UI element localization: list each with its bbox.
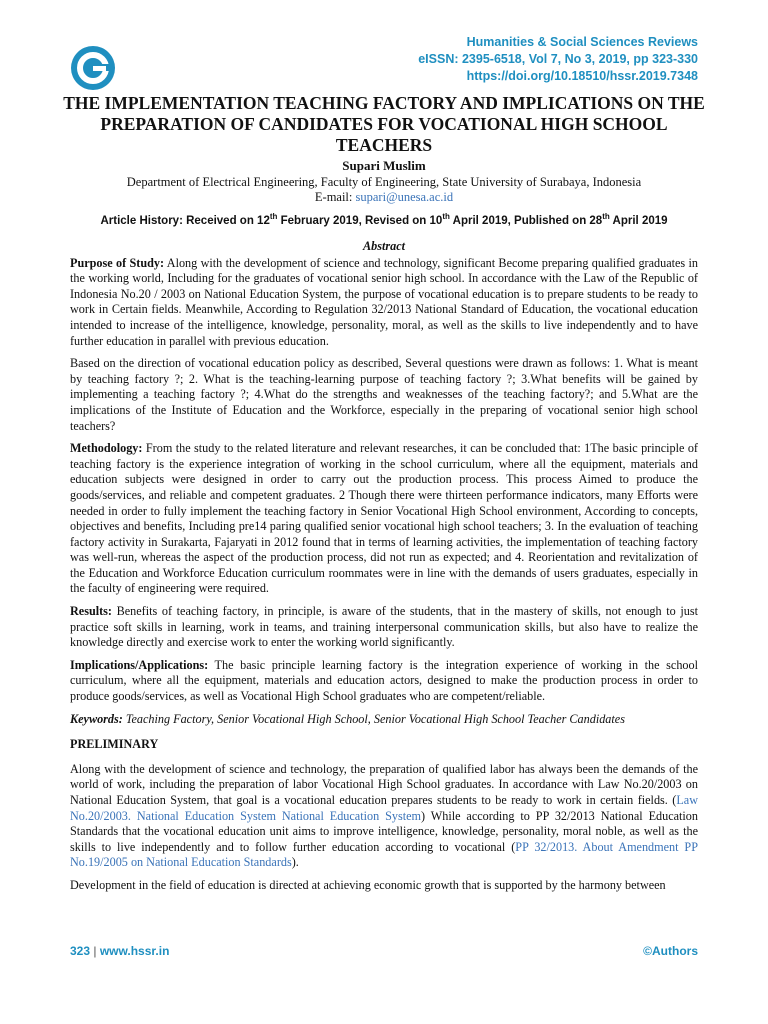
email-link[interactable]: supari@unesa.ac.id — [355, 190, 454, 204]
purpose-text: Along with the development of science and technology, significant Become preparing qualified graduates in the working world, Including for the graduates of vocational senior high school. In accordance with the Law of the Republic of Indonesia No.20 / 2003 on National Education System, the purpose of vocational education is to prepare students to be ready to work in Certain fields. Meanwhile, According to Regulation 32/2013 National Standard of Education, the vocational education intended to increase of the intelligence, knowledge, personality, moral, as well as the skills to live independently and to have further education in parallel with previous education. — [70, 255, 698, 348]
history-published: April 2019, Published on 28 — [449, 214, 603, 227]
section-heading-preliminary: PRELIMINARY — [70, 737, 159, 752]
email-label: E-mail: — [314, 190, 356, 204]
history-published-sup: th — [602, 212, 610, 221]
journal-issue: eISSN: 2395-6518, Vol 7, No 3, 2019, pp 323-330 — [418, 52, 698, 66]
keywords-text: Teaching Factory, Senior Vocational High School, Senior Vocational High School Teacher Candidates — [122, 711, 625, 726]
keywords-label: Keywords: — [70, 711, 123, 726]
footer-copyright: ©Authors — [643, 944, 698, 958]
site-link[interactable]: www.hssr.in — [99, 944, 170, 958]
article-history — [0, 209, 768, 229]
paper-body — [70, 239, 698, 901]
implications-text: The basic principle learning factory is the integration experience of working in the school curriculum, where all the equipment, materials and education actors, designed to make the production process in order to produce goods/services, as well as Vocational High School graduates who are competent/reliable. — [70, 657, 698, 704]
author-name: Supari Muslim — [342, 158, 426, 173]
abstract-implications — [70, 658, 698, 705]
paper-title: THE IMPLEMENTATION TEACHING FACTORY AND IMPLICATIONS ON THE PREPARATION OF CANDIDATES FOR VOCATIONAL HIGH SCHOOL TEACHERS — [63, 93, 705, 155]
footer-separator: | — [90, 944, 100, 958]
history-received-sup: th — [269, 212, 278, 221]
purpose-label: Purpose of Study: — [70, 255, 165, 270]
history-received: Article History: Received on 12 — [100, 214, 270, 227]
abstract-purpose — [70, 256, 698, 350]
results-label: Results: — [70, 604, 112, 619]
journal-logo-icon — [70, 45, 116, 91]
methodology-label: Methodology: — [70, 441, 143, 456]
abstract-methodology — [70, 441, 698, 597]
citation-law-link[interactable]: Law No.20/2003. National Education System National Education System — [70, 793, 698, 823]
author-affiliation: Department of Electrical Engineering, Faculty of Engineering, State University of Surabaya, Indonesia — [126, 175, 642, 189]
preliminary-text-b: ) While according to PP 32/2013 National Education Standards that the vocational education unit aims to improve intelligence, knowledge, personality, moral noble, as well as the skills to live independently and to follow further education according to vocational ( — [70, 808, 698, 854]
author-email — [0, 190, 768, 205]
history-revised-sup: th — [442, 212, 450, 221]
citation-pp-link[interactable]: PP 32/2013. About Amendment PP No.19/2005 on National Education Standards — [70, 839, 698, 870]
methodology-text: From the study to the related literature and relevant researches, it can be concluded that: 1The basic principle of teaching factory is the experience integration of working in the school curriculum, where all the equipment, materials and education subjects were designed in order to carry out the production process. This process Aimed to produce the goods/services, and reliable and competent graduates. 2 Though there were thirteen performance indicators, many Efforts were needed in order to fully implement the teaching factory in Senior Vocational High School environment, According to concepts, objectives and benefits, Including pre14 paring qualified senior vocational high school teachers; 3. In the evaluation of teaching factory activity in Surakarta, Fajaryati in 2012 found that in terms of learning activities, the implementation of teaching factory was well-run, whereas the aspect of the production process, did not run as expected; and 4. Reorientation and revitalization of the Education and Workforce Education curriculum roommates were in line with the demands of users graduates, especially in the faculty of engineering were required. — [70, 441, 698, 596]
preliminary-text-c: ). — [291, 855, 299, 870]
abstract-results — [70, 604, 698, 651]
abstract-questions: Based on the direction of vocational education policy as described, Several questions were drawn as follows: 1. What is meant by teaching factory ?; 2. What is the teaching-learning purpose of teaching factory ?; 3.What benefits will be gained by implementing a teaching factory ?; 4.What do the strengths and weaknesses of the teaching factory?; and 5.What are the implications of the Institute of Education and the Workforce, especially in the preparing of vocational senior high school teachers? — [70, 356, 698, 433]
journal-name: Humanities & Social Sciences Reviews — [466, 35, 698, 49]
footer-page-info — [70, 944, 169, 958]
preliminary-paragraph-2: Development in the field of education is directed at achieving economic growth that is supported by the harmony between — [70, 877, 666, 892]
preliminary-text-a: Along with the development of science and technology, the preparation of qualified labor has always been the demands of the world of work, including the preparation of labor Vocational High School graduates. In accordance with Law No.20/2003 on National Education System, that goal is a vocational education prepares students to be ready to work in certain fields. ( — [70, 761, 698, 807]
implications-label: Implications/Applications: — [70, 657, 209, 672]
history-revised: February 2019, Revised on 10 — [277, 214, 443, 227]
results-text: Benefits of teaching factory, in principle, is aware of the students, that in the mastery of skills, not enough to just practice soft skills in learning, work in teams, and training interpersonal communication skills, but also have to realize the knowledge directly and exercise work to enter the working world significantly. — [70, 604, 698, 650]
history-published-tail: April 2019 — [609, 214, 668, 227]
preliminary-paragraph-1 — [70, 762, 698, 871]
journal-header — [418, 34, 698, 85]
journal-doi-link[interactable]: https://doi.org/10.18510/hssr.2019.7348 — [466, 69, 698, 83]
keywords — [70, 712, 698, 728]
abstract-heading: Abstract — [363, 239, 405, 253]
page-number: 323 — [70, 944, 91, 958]
